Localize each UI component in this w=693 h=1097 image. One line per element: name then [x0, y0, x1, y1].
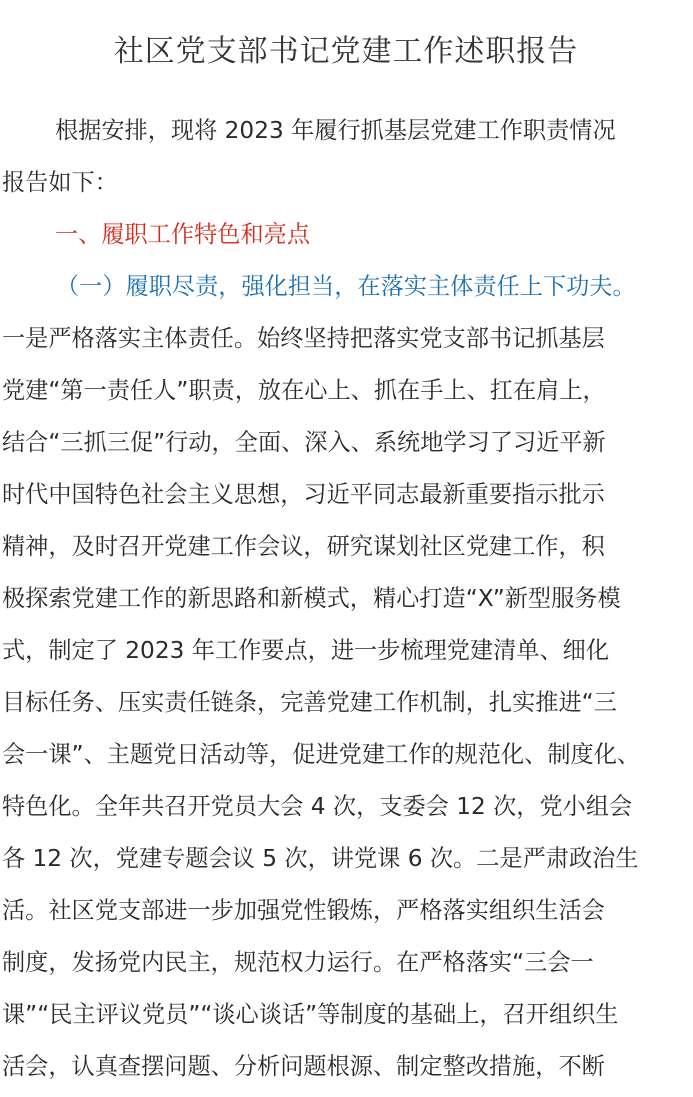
paragraph-line: 活会，认真查摆问题、分析问题根源、制定整改措施，不断 — [2, 1053, 605, 1080]
document-title: 社区党支部书记党建工作述职报告 — [113, 34, 579, 69]
paragraph-line: 活。社区党支部进一步加强党性锻炼，严格落实组织生活会 — [2, 897, 605, 924]
paragraph-line: 一是严格落实主体责任。始终坚持把落实党支部书记抓基层 — [2, 325, 605, 352]
paragraph-line: 根据安排，现将 2023 年履行抓基层党建工作职责情况 — [55, 117, 616, 144]
subsection-heading: （一）履职尽责，强化担当，在落实主体责任上下功夫。 — [56, 273, 636, 300]
paragraph-line: 特色化。全年共召开党员大会 4 次，支委会 12 次，党小组会 — [2, 793, 633, 820]
paragraph-line: 课”“民主评议党员”“谈心谈话”等制度的基础上，召开组织生 — [2, 1001, 619, 1028]
paragraph-line: 时代中国特色社会主义思想，习近平同志最新重要指示批示 — [2, 481, 605, 508]
paragraph-line: 精神，及时召开党建工作会议，研究谋划社区党建工作，积 — [2, 533, 605, 560]
paragraph-line: 目标任务、压实责任链条，完善党建工作机制，扎实推进“三 — [2, 689, 617, 716]
paragraph-line: 结合“三抓三促”行动，全面、深入、系统地学习了习近平新 — [2, 429, 606, 456]
paragraph-line: 会一课”、主题党日活动等，促进党建工作的规范化、制度化、 — [2, 741, 641, 768]
paragraph-line: 极探索党建工作的新思路和新模式，精心打造“X”新型服务模 — [2, 585, 621, 612]
paragraph-line: 制度，发扬党内民主，规范权力运行。在严格落实“三会一 — [2, 949, 594, 976]
paragraph-line: 式，制定了 2023 年工作要点，进一步梳理党建清单、细化 — [2, 637, 610, 664]
paragraph-line: 报告如下： — [2, 169, 118, 196]
paragraph-line: 各 12 次，党建专题会议 5 次，讲党课 6 次。二是严肃政治生 — [2, 845, 639, 872]
section-heading: 一、履职工作特色和亮点 — [55, 221, 311, 248]
paragraph-line: 党建“第一责任人”职责，放在心上、抓在手上、扛在肩上， — [2, 377, 606, 404]
